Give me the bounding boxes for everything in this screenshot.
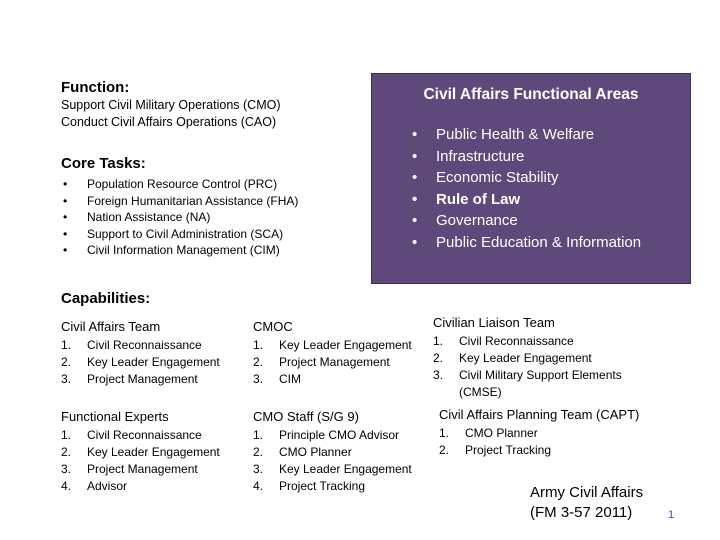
list-item: • Governance [372, 210, 690, 232]
list-item: 2. Project Tracking [439, 443, 552, 457]
footer-reference [530, 483, 643, 523]
list-item: 2. Key Leader Engagement [433, 351, 592, 365]
civil-affairs-team-section [61, 318, 251, 388]
civilian-liaison-team-section [433, 314, 653, 401]
cmo-staff-list [253, 427, 428, 495]
list-item: • Support to Civil Administration (SCA) [61, 226, 361, 243]
list-item: • Foreign Humanitarian Assistance (FHA) [61, 193, 361, 210]
functional-areas-title: Civil Affairs Functional Areas [423, 86, 639, 103]
section-title: Civil Affairs Team [61, 319, 161, 334]
list-item: • Nation Assistance (NA) [61, 209, 361, 226]
list-item: • Economic Stability [372, 167, 690, 189]
list-item: 3. Project Management [61, 462, 198, 476]
section-title: CMOC [253, 319, 293, 334]
functional-experts-section [61, 408, 251, 495]
footer-line: (FM 3-57 2011) [530, 504, 633, 521]
section-title: Functional Experts [61, 409, 169, 424]
civilian-liaison-team-list [433, 333, 653, 401]
footer-line: Army Civil Affairs [530, 484, 644, 501]
function-section [61, 79, 281, 131]
list-item: 2. Project Management [253, 355, 390, 369]
section-title: CMO Staff (S/G 9) [253, 409, 359, 424]
list-item: 3. Civil Military Support Elements (CMSE) [433, 368, 622, 399]
functional-areas-box [371, 73, 691, 284]
functional-areas-list [372, 124, 690, 254]
list-item: 4. Project Tracking [253, 479, 366, 493]
list-item: 1. Civil Reconnaissance [61, 428, 202, 442]
function-line: Conduct Civil Affairs Operations (CAO) [61, 115, 277, 129]
page-number: 1 [668, 509, 675, 521]
capt-section [439, 406, 689, 459]
list-item: 3. Project Management [61, 372, 198, 386]
list-item: 4. Advisor [61, 479, 128, 493]
function-heading: Function: [61, 79, 130, 96]
list-item: 1. Key Leader Engagement [253, 338, 412, 352]
list-item: • Population Resource Control (PRC) [61, 176, 361, 193]
list-item: • Public Health & Welfare [372, 124, 690, 146]
core-tasks-heading: Core Tasks: [61, 155, 146, 172]
section-title: Civilian Liaison Team [433, 315, 555, 330]
list-item: • Civil Information Management (CIM) [61, 242, 361, 259]
function-line: Support Civil Military Operations (CMO) [61, 98, 281, 112]
cmoc-section [253, 318, 423, 388]
functional-experts-list [61, 427, 251, 495]
civil-affairs-team-list [61, 337, 251, 388]
core-tasks-list [61, 176, 361, 259]
list-item: • Rule of Law [372, 189, 690, 211]
cmo-staff-section [253, 408, 428, 495]
list-item: • Infrastructure [372, 146, 690, 168]
list-item: 1. Principle CMO Advisor [253, 428, 400, 442]
list-item: 2. Key Leader Engagement [61, 445, 220, 459]
core-tasks-section [61, 155, 361, 259]
list-item: 2. Key Leader Engagement [61, 355, 220, 369]
list-item: 1. Civil Reconnaissance [61, 338, 202, 352]
capabilities-heading: Capabilities: [61, 290, 151, 307]
list-item: • Public Education & Information [372, 232, 690, 254]
cmoc-list [253, 337, 423, 388]
section-title: Civil Affairs Planning Team (CAPT) [439, 407, 640, 422]
list-item: 3. CIM [253, 372, 301, 386]
list-item: 1. Civil Reconnaissance [433, 334, 574, 348]
list-item: 3. Key Leader Engagement [253, 462, 412, 476]
list-item: 2. CMO Planner [253, 445, 352, 459]
list-item: 1. CMO Planner [439, 426, 538, 440]
capt-list [439, 425, 689, 459]
